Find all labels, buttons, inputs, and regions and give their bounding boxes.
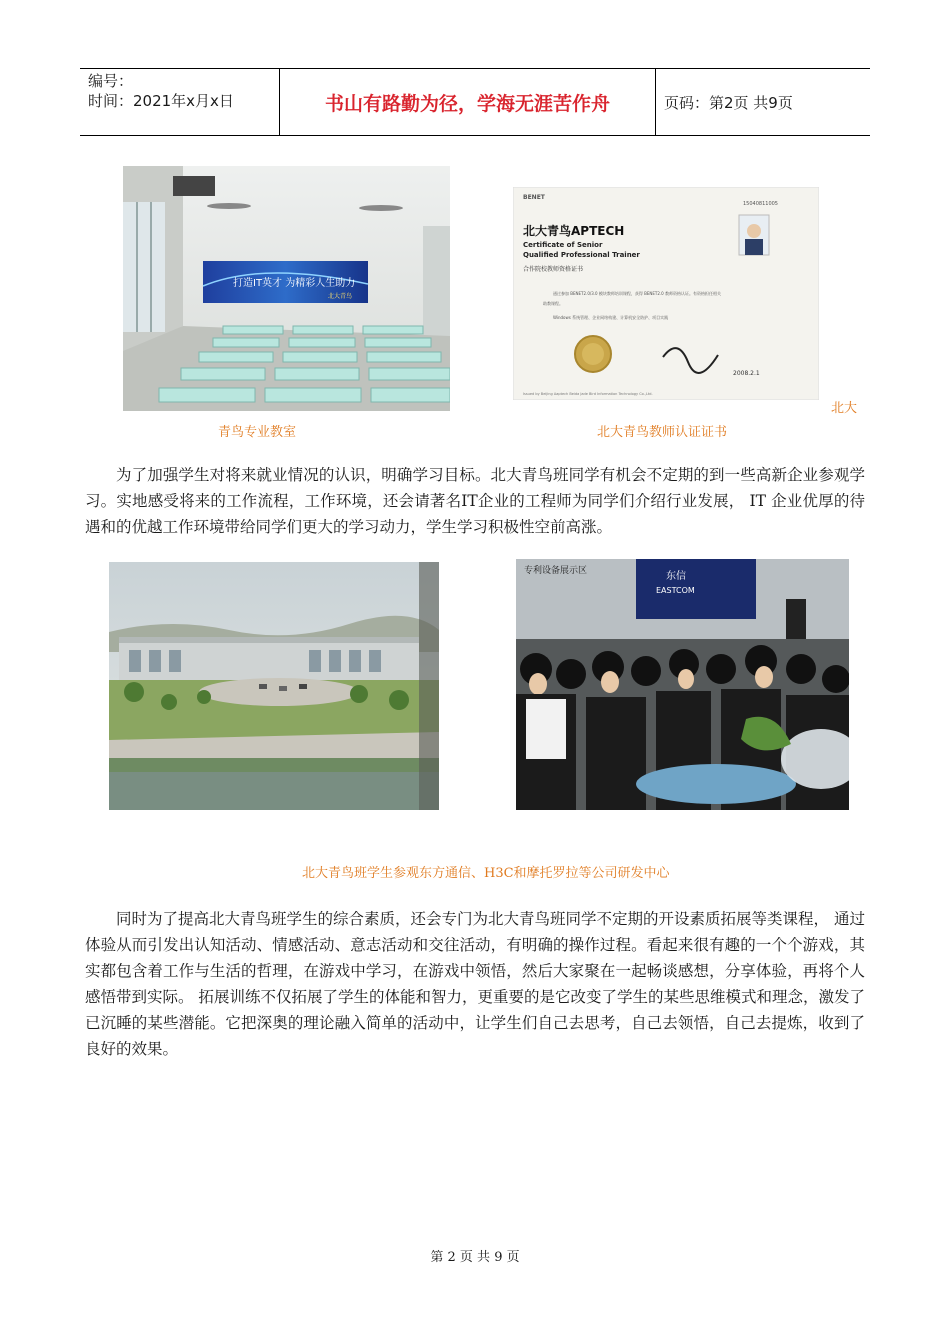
banner-text: 打造IT英才 为精彩人生助力 — [233, 278, 356, 289]
cert-title: 北大青鸟APTECH — [523, 224, 625, 238]
campus-photo — [109, 562, 439, 810]
cert-body-3: Windows 系统管理、企业网络构建、计算机安全防护、项目实践 — [553, 315, 669, 320]
header-slogan: 书山有路勤为径，学海无涯苦作舟 — [280, 69, 656, 135]
caption-visit: 北大青鸟班学生参观东方通信、H3C和摩托罗拉等公司研发中心 — [302, 866, 670, 881]
booth-visit-photo — [516, 559, 849, 810]
cert-date: 2008.2.1 — [733, 370, 760, 377]
booth-sign-1: 专利设备展示区 — [524, 566, 588, 576]
cert-subtitle-2: Qualified Professional Trainer — [523, 251, 640, 259]
booth-sign-3: EASTCOM — [656, 586, 695, 595]
cert-brand: BENET — [523, 194, 545, 201]
paragraph-2: 同时为了提高北大青鸟班学生的综合素质，还会专门为北大青鸟班同学不定期的开设素质拓展等类课程， 通过体验从而引发出认知活动、情感活动、意志活动和交往活动，有明确的操作过程。看起来很有趣的一个个游戏，其实都包含着工作与生活的哲理，在游戏中学习，在游戏中领悟，然后大家聚在一起畅谈感想，分享体验，再将个人感悟带到实际。 拓展训练不仅拓展了学生的体能和智力，更重要的是它改变了学生的某些思维模式和理念，激发了已沉睡的某些潜能。它把深奥的理论融入简单的活动中，让学生们自己去思考，自己去领悟，自己去提炼，收到了良好的效果。 — [85, 910, 865, 1058]
booth-sign-2: 东信 — [666, 571, 686, 582]
cert-cn-title: 合作院校教师资格证书 — [523, 266, 584, 273]
page-header — [80, 68, 870, 136]
cert-body-1: 通过参加 BENET2.0/3.0 模块教师培训课程，获得 BENET2.0 教师资格认证。有资格担任相关 — [553, 291, 721, 296]
cert-subtitle-1: Certificate of Senior — [523, 241, 603, 249]
caption-classroom: 青鸟专业教室 — [218, 425, 297, 440]
header-page-label: 页码：第2页 共9页 — [664, 93, 793, 112]
cert-footer: Issued by Beijing Aaptech Beida Jade Bird Information Technology Co.,Ltd. — [523, 392, 653, 396]
cert-body-2: 助教课程。 — [543, 301, 563, 306]
banner-sub: 北大青鸟 — [328, 293, 353, 300]
page-footer: 第 2 页 共 9 页 — [430, 1250, 520, 1265]
doc-number-label: 编号： — [88, 72, 134, 90]
paragraph-1: 为了加强学生对将来就业情况的认识，明确学习目标。北大青鸟班同学有机会不定期的到一些高新企业参观学习。实地感受将来的工作流程，工作环境，还会请著名IT企业的工程师为同学们介绍行业发展， IT 企业优厚的待遇和的优越工作环境带给同学们更大的学习动力，学生学习积极性空前高涨。 — [85, 466, 865, 536]
header-meta — [80, 69, 280, 135]
cert-serial: 15040811005 — [743, 201, 778, 207]
caption-corner: 北大 — [831, 401, 858, 416]
doc-date-label: 时间：2021年x月x日 — [88, 92, 234, 110]
caption-certificate: 北大青鸟教师认证证书 — [597, 425, 728, 440]
classroom-photo — [123, 166, 450, 411]
certificate-photo — [513, 187, 819, 400]
